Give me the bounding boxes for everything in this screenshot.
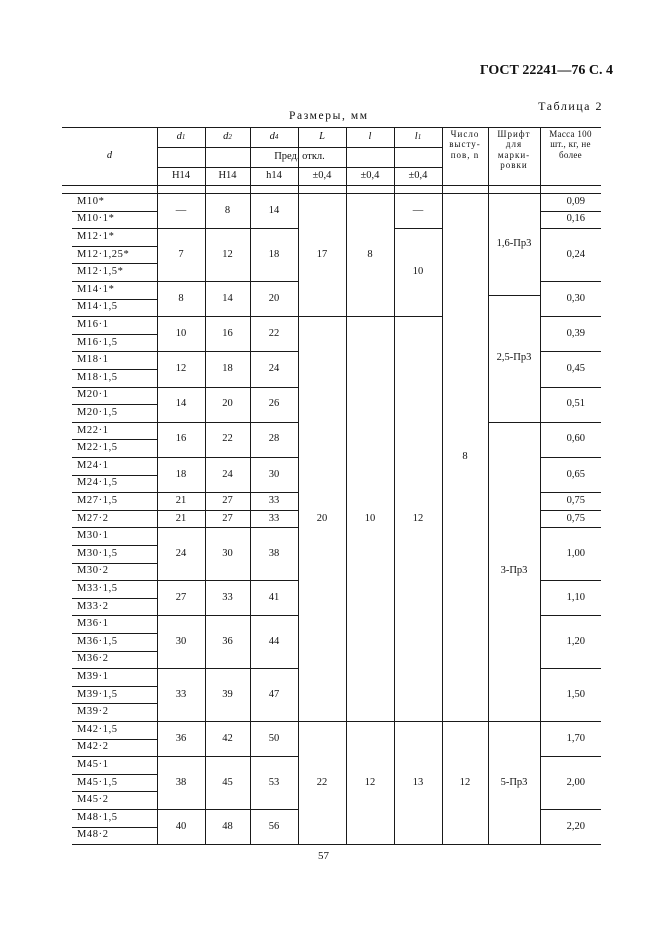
d1-value: 10 [175, 327, 187, 339]
col-header-d2-subscript: 2 [228, 132, 232, 141]
d1-value: — [175, 204, 187, 216]
d2-value: 33 [222, 591, 233, 603]
thread-cell: M48·2 [77, 829, 109, 841]
thread-cell: M33·1,5 [77, 582, 118, 594]
d1-value: 16 [175, 433, 187, 445]
thread-cell: M45·2 [77, 794, 109, 806]
row-rule [72, 228, 157, 229]
d2-value: 45 [222, 776, 233, 788]
row-rule [72, 527, 157, 528]
d1-value: 12 [175, 362, 187, 374]
row-rule [72, 615, 157, 616]
page-number: 57 [318, 850, 329, 862]
row-rule [72, 351, 157, 352]
d4-value: 38 [268, 547, 280, 559]
marking-font-value: 2,5-Пр3 [496, 352, 532, 364]
group-rule [157, 844, 205, 845]
group-rule [394, 844, 442, 845]
thread-cell: M30·1,5 [77, 547, 118, 559]
table-label: Таблица 2 [538, 99, 603, 113]
thread-cell: M36·2 [77, 653, 109, 665]
d2-value: 39 [222, 688, 233, 700]
row-rule [72, 510, 157, 511]
row-rule [72, 299, 157, 300]
d2-value: 30 [222, 547, 233, 559]
row-rule [72, 580, 157, 581]
header-bottom-rule [62, 185, 601, 186]
mass-value: 0,24 [566, 248, 585, 260]
thread-cell: M39·2 [77, 706, 109, 718]
d4-value: 47 [268, 688, 280, 700]
tolerance-cell: ±0,4 [408, 169, 428, 181]
d4-value: 50 [268, 732, 280, 744]
row-rule [72, 246, 157, 247]
col-header-d: d [106, 149, 113, 161]
row-rule [72, 211, 157, 212]
col-header-projections: Число высту-пов, n [449, 129, 481, 160]
tolerance-cell: ±0,4 [360, 169, 380, 181]
mass-value: 0,09 [566, 195, 585, 207]
d2-value: 12 [222, 248, 233, 260]
d1-value: 18 [175, 468, 187, 480]
row-rule [72, 633, 157, 634]
d1-value: 21 [175, 512, 187, 524]
row-rule [72, 439, 157, 440]
row-rule [72, 422, 157, 423]
l1-value: 13 [412, 776, 424, 788]
thread-cell: M22·1,5 [77, 442, 118, 454]
tolerance-cell: H14 [218, 169, 237, 181]
marking-font-value: 5-Пр3 [500, 776, 528, 788]
mass-value: 1,00 [566, 547, 585, 559]
d4-value: 22 [268, 327, 280, 339]
d1-value: 40 [175, 820, 187, 832]
mass-value: 0,30 [566, 292, 585, 304]
col-header-d4-subscript: 4 [274, 132, 279, 141]
d2-value: 24 [222, 468, 233, 480]
table-bottom-rule [72, 844, 157, 845]
d2-value: 42 [222, 732, 233, 744]
mass-value: 2,20 [566, 820, 585, 832]
thread-cell: M36·1,5 [77, 635, 118, 647]
thread-cell: M45·1 [77, 758, 109, 770]
thread-cell: M48·1,5 [77, 811, 118, 823]
l1-value: 12 [412, 512, 424, 524]
d4-value: 53 [268, 776, 280, 788]
d1-value: 21 [175, 494, 187, 506]
mass-value: 1,50 [566, 688, 585, 700]
thread-cell: M14·1* [77, 283, 115, 295]
col-header-l [346, 127, 394, 147]
thread-cell: M20·1,5 [77, 406, 118, 418]
row-rule [72, 774, 157, 775]
thread-cell: M18·1 [77, 354, 109, 366]
thread-cell: M10·1* [77, 213, 115, 225]
tolerance-label: Пред. откл. [274, 150, 325, 162]
row-rule [72, 492, 157, 493]
col-header-d1 [157, 127, 205, 147]
row-rule [72, 827, 157, 828]
d4-value: 41 [268, 591, 280, 603]
group-rule [540, 844, 601, 845]
col-header-d1-subscript: 1 [181, 132, 186, 141]
mass-value: 1,10 [566, 591, 585, 603]
col-header-mass: Масса 100 шт., кг, не более [549, 129, 592, 160]
row-rule [72, 668, 157, 669]
marking-font-value: 1,6-Пр3 [496, 238, 532, 249]
row-rule [72, 545, 157, 546]
d2-value: 27 [222, 494, 233, 506]
thread-cell: M39·1 [77, 670, 109, 682]
thread-cell: M30·1 [77, 530, 109, 542]
d1-value: 36 [175, 732, 187, 744]
d4-value: 33 [268, 512, 280, 524]
col-header-l1-subscript: 1 [417, 132, 422, 141]
d4-value: 30 [268, 468, 280, 480]
thread-cell: M24·1 [77, 459, 109, 471]
d4-value: 18 [268, 248, 280, 260]
mass-value: 1,70 [566, 732, 585, 744]
L-value: 22 [316, 776, 328, 788]
col-header-d2-symbol: d [223, 130, 229, 142]
mass-value: 0,39 [566, 327, 585, 339]
mass-value: 2,00 [566, 776, 585, 788]
col-header-l1 [394, 127, 442, 147]
thread-cell: M16·1 [77, 318, 109, 330]
tolerance-cell: ±0,4 [312, 169, 332, 181]
mass-value: 0,75 [566, 494, 585, 506]
row-rule [72, 703, 157, 704]
group-rule [205, 844, 250, 845]
group-rule [346, 844, 394, 845]
thread-cell: M20·1 [77, 389, 109, 401]
d1-value: 24 [175, 547, 187, 559]
row-rule [72, 809, 157, 810]
col-header-d4 [250, 127, 298, 147]
thread-cell: M33·2 [77, 600, 109, 612]
d1-value: 27 [175, 591, 187, 603]
mass-value: 0,45 [566, 362, 585, 374]
row-rule [72, 369, 157, 370]
d4-value: 28 [268, 433, 280, 445]
d4-value: 24 [268, 362, 280, 374]
group-rule [488, 844, 540, 845]
col-header-L [298, 127, 346, 147]
mass-value: 1,20 [566, 635, 585, 647]
thread-cell: M12·1* [77, 230, 115, 242]
tolerance-cell: H14 [171, 169, 191, 181]
group-rule [250, 844, 298, 845]
thread-cell: M24·1,5 [77, 477, 118, 489]
row-rule [72, 316, 157, 317]
d2-value: 22 [222, 433, 233, 445]
row-rule [72, 721, 157, 722]
row-rule [72, 475, 157, 476]
d2-value: 8 [224, 204, 231, 216]
mass-value: 0,75 [566, 512, 585, 524]
mass-value: 0,51 [566, 398, 585, 410]
row-rule [72, 791, 157, 792]
thread-cell: M42·2 [77, 741, 109, 753]
row-rule [72, 334, 157, 335]
projections-value: 8 [462, 450, 468, 462]
mass-value: 0,60 [566, 433, 585, 445]
d1-value: 33 [175, 688, 187, 700]
d4-value: 14 [268, 204, 280, 216]
row-rule [72, 281, 157, 282]
l-value: 8 [367, 248, 373, 260]
dimensions-caption: Размеры, мм [289, 110, 369, 122]
d4-value: 44 [268, 635, 280, 647]
l-value: 12 [364, 776, 376, 788]
tolerance-cell: h14 [266, 169, 282, 181]
d2-value: 14 [222, 292, 233, 304]
row-rule [72, 598, 157, 599]
marking-font-value: 3-Пр3 [500, 565, 528, 577]
thread-cell: M27·1,5 [77, 494, 118, 506]
mass-value: 0,65 [566, 468, 585, 480]
d2-value: 16 [222, 327, 233, 339]
row-rule [72, 651, 157, 652]
row-rule [72, 563, 157, 564]
d1-value: 30 [175, 635, 187, 647]
col-header-l-symbol: l [368, 130, 372, 142]
col-header-l1-symbol: l [414, 130, 418, 142]
l-value: 10 [364, 512, 376, 524]
col-header-d1-symbol: d [176, 130, 182, 142]
row-rule [72, 404, 157, 405]
l1-value: 10 [412, 266, 424, 278]
thread-cell: M12·1,5* [77, 266, 124, 278]
d2-value: 36 [222, 635, 233, 647]
d4-value: 33 [268, 494, 280, 506]
row-rule [72, 387, 157, 388]
mass-value: 0,16 [566, 213, 585, 225]
thread-cell: M22·1 [77, 424, 109, 436]
d2-value: 48 [222, 820, 233, 832]
L-value: 17 [316, 248, 328, 260]
group-rule [442, 844, 488, 845]
row-rule [72, 686, 157, 687]
thread-cell: M42·1,5 [77, 723, 118, 735]
d2-value: 18 [222, 362, 233, 374]
col-header-d4-symbol: d [269, 130, 275, 142]
row-rule [72, 739, 157, 740]
l1-value: — [412, 204, 424, 216]
thread-cell: M39·1,5 [77, 688, 118, 700]
thread-cell: M12·1,25* [77, 248, 130, 260]
row-rule [72, 263, 157, 264]
L-value: 20 [316, 512, 328, 524]
d2-value: 27 [222, 512, 233, 524]
projections-value: 12 [459, 776, 471, 788]
group-rule [298, 844, 346, 845]
col-header-d2 [205, 127, 250, 147]
thread-cell: M10* [77, 195, 105, 207]
d1-value: 14 [175, 398, 187, 410]
row-rule [72, 756, 157, 757]
thread-cell: M30·2 [77, 565, 109, 577]
thread-cell: M16·1,5 [77, 336, 118, 348]
row-rule [72, 457, 157, 458]
d1-value: 8 [178, 292, 184, 304]
col-header-marking-font: Шрифт для марки-ровки [497, 129, 531, 171]
d1-value: 38 [175, 776, 187, 788]
col-header-L-symbol: L [319, 130, 325, 142]
thread-cell: M18·1,5 [77, 371, 118, 383]
document-header: ГОСТ 22241—76 С. 4 [479, 63, 613, 78]
thread-cell: M27·2 [77, 512, 109, 524]
d4-value: 26 [268, 398, 280, 410]
d4-value: 20 [268, 292, 280, 304]
thread-cell: M14·1,5 [77, 301, 118, 313]
d1-value: 7 [178, 248, 184, 260]
thread-cell: M36·1 [77, 618, 109, 630]
d4-value: 56 [268, 820, 280, 832]
thread-cell: M45·1,5 [77, 776, 118, 788]
d2-value: 20 [222, 398, 233, 410]
